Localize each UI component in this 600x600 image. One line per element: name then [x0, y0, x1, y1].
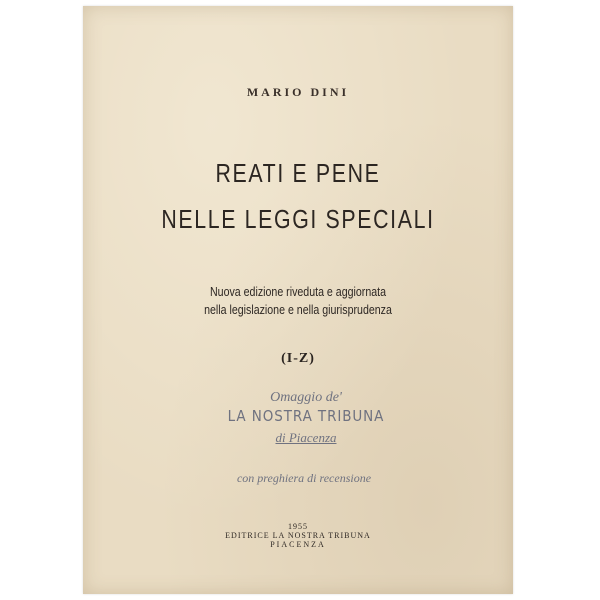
imprint-publisher: EDITRICE LA NOSTRA TRIBUNA [225, 531, 371, 540]
stamp-publication-name: LA NOSTRA TRIBUNA [227, 407, 385, 425]
volume-label: (I-Z) [281, 351, 315, 366]
imprint-city: PIACENZA [270, 540, 326, 549]
imprint-year: 1955 [288, 522, 308, 531]
subtitle-line-1: Nuova edizione riveduta e aggiornata [209, 285, 387, 299]
stamp-city-text: di Piacenza [275, 430, 337, 445]
book-cover-page [83, 6, 513, 594]
subtitle-line-2: nella legislazione e nella giurisprudenza [204, 303, 392, 317]
stamp-review-request: con preghiera di recensione [236, 471, 372, 485]
title-line-1: REATI E PENE [215, 158, 381, 188]
title-line-2: NELLE LEGGI SPECIALI [161, 204, 435, 234]
stamp-dedication: Omaggio de' [270, 390, 342, 405]
stamp-city [91, 430, 521, 446]
author-name: MARIO DINI [246, 85, 350, 99]
